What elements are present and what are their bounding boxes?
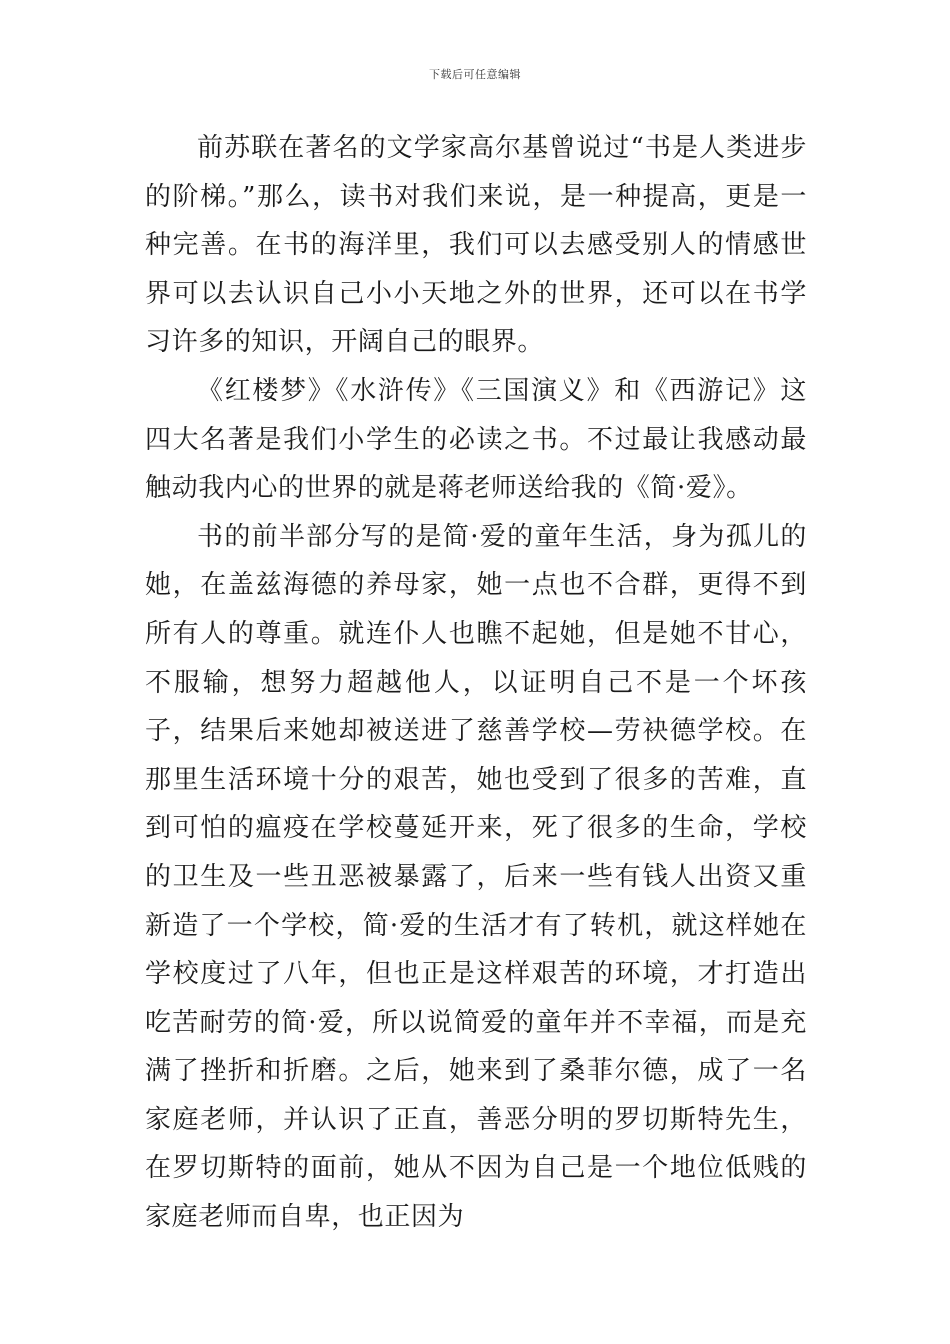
paragraph-2: 《红楼梦》《水浒传》《三国演义》和《西游记》这四大名著是我们小学生的必读之书。不过最让我感动最触动我内心的世界的就是蒋老师送给我的《简·爱》。 (145, 375, 807, 504)
paragraph-3: 书的前半部分写的是简·爱的童年生活，身为孤儿的她，在盖兹海德的养母家，她一点也不合群，更得不到所有人的尊重。就连仆人也瞧不起她，但是她不甘心，不服输，想努力超越他人，以证明自己不是一个坏孩子，结果后来她却被送进了慈善学校—劳袂德学校。在那里生活环境十分的艰苦，她也受到了很多的苦难，直到可怕的瘟疫在学校蔓延开来，死了很多的生命，学校的卫生及一些丑恶被暴露了，后来一些有钱人出资又重新造了一个学校，简·爱的生活才有了转机，就这样她在学校度过了八年，但也正是这样艰苦的环境，才打造出吃苦耐劳的简·爱，所以说简爱的童年并不幸福，而是充满了挫折和折磨。之后，她来到了桑菲尔德，成了一名家庭老师，并认识了正直，善恶分明的罗切斯特先生，在罗切斯特的面前，她从不因为自己是一个地位低贱的家庭老师而自卑，也正因为 (145, 521, 807, 1233)
document-body (145, 124, 807, 1242)
paragraph-1: 前苏联在著名的文学家高尔基曾说过“书是人类进步的阶梯。”那么，读书对我们来说，是一种提高，更是一种完善。在书的海洋里，我们可以去感受别人的情感世界可以去认识自己小小天地之外的世界，还可以在书学习许多的知识，开阔自己的眼界。 (145, 133, 807, 358)
page-header-note: 下载后可任意编辑 (429, 68, 521, 81)
